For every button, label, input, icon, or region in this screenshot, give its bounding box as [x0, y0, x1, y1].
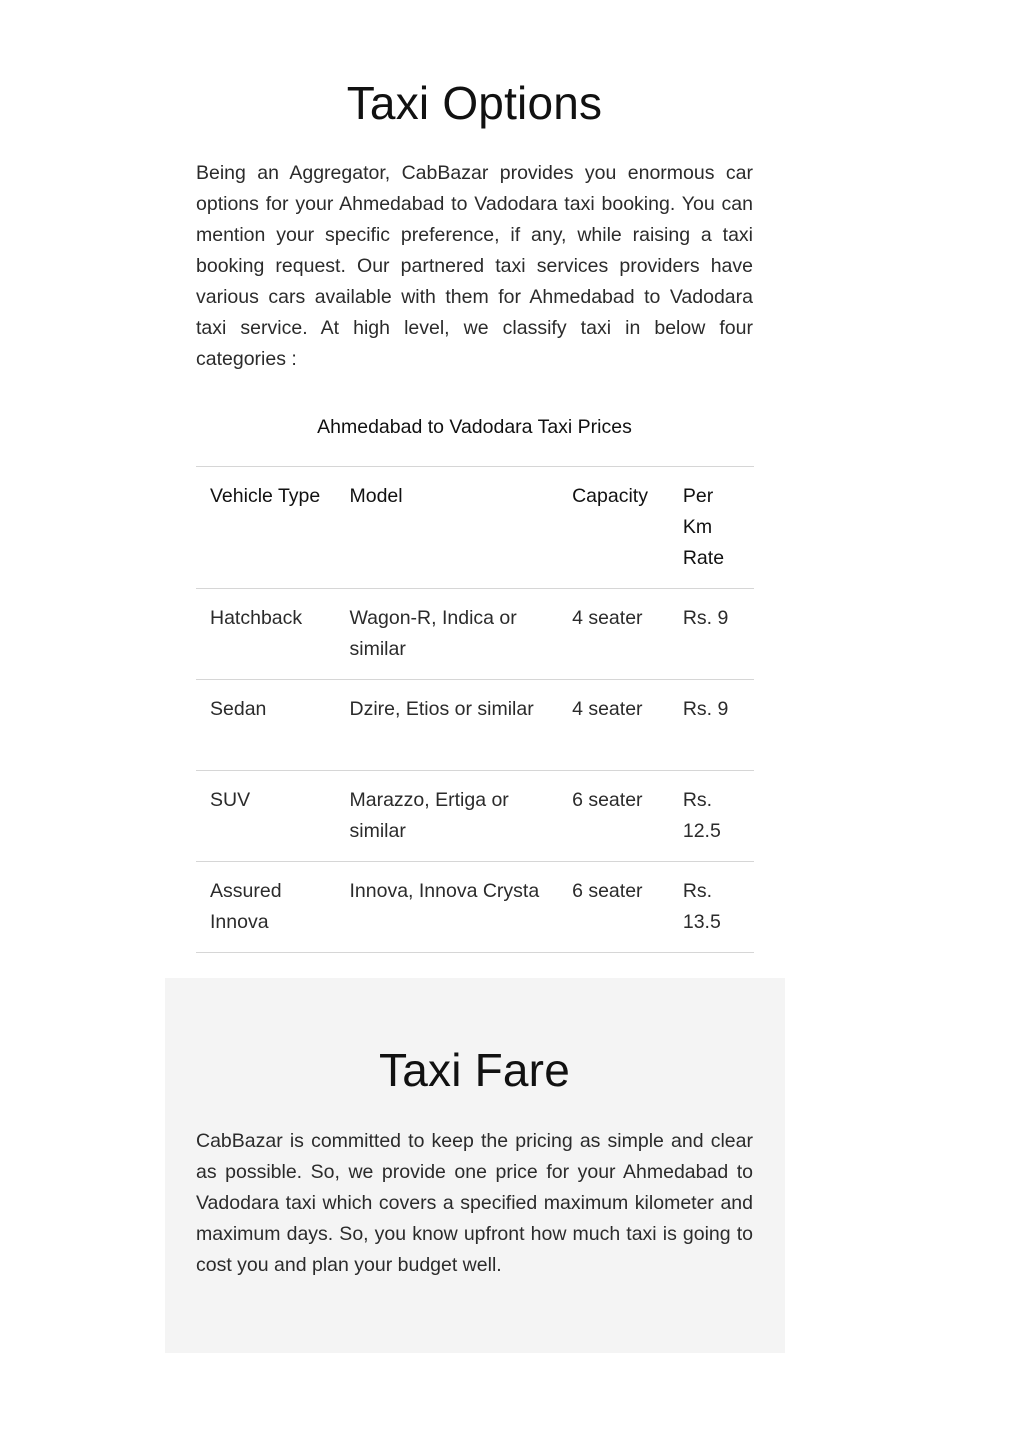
header-capacity: Capacity [558, 467, 669, 589]
cell-vehicle-type: Assured Innova [196, 862, 336, 953]
header-per-km-rate: Per Km Rate [669, 467, 754, 589]
cell-model: Innova, Innova Crysta [336, 862, 559, 953]
cell-capacity: 6 seater [558, 771, 669, 862]
table-row [196, 680, 754, 771]
taxi-fare-section [165, 978, 785, 1353]
cell-capacity: 4 seater [558, 589, 669, 680]
cell-rate: Rs. 12.5 [669, 771, 754, 862]
cell-capacity: 6 seater [558, 862, 669, 953]
cell-rate: Rs. 13.5 [669, 862, 754, 953]
price-table-caption: Ahmedabad to Vadodara Taxi Prices [317, 416, 632, 438]
cell-vehicle-type: Hatchback [196, 589, 336, 680]
header-vehicle-type: Vehicle Type [196, 467, 336, 589]
taxi-fare-paragraph: CabBazar is committed to keep the pricing as simple and clear as possible. So, we provide one price for your Ahmedabad to Vadodara taxi which covers a specified maximum kilometer and maximum days. So, you know upfront how much taxi is going to cost you and plan your budget well. [196, 1130, 753, 1276]
cell-model: Wagon-R, Indica or similar [336, 589, 559, 680]
table-row [196, 862, 754, 953]
cell-model: Marazzo, Ertiga or similar [336, 771, 559, 862]
cell-rate: Rs. 9 [669, 589, 754, 680]
cell-vehicle-type: Sedan [196, 680, 336, 771]
taxi-options-paragraph: Being an Aggregator, CabBazar provides you enormous car options for your Ahmedabad to Vadodara taxi booking. You can mention your specific preference, if any, while raising a taxi booking request. Our partnered taxi services providers have various cars available with them for Ahmedabad to Vadodara taxi service. At high level, we classify taxi in below four categories : [196, 162, 753, 370]
table-row [196, 771, 754, 862]
header-model: Model [336, 467, 559, 589]
cell-capacity: 4 seater [558, 680, 669, 771]
cell-rate: Rs. 9 [669, 680, 754, 771]
table-row [196, 589, 754, 680]
cell-vehicle-type: SUV [196, 771, 336, 862]
table-header-row [196, 467, 754, 589]
cell-model: Dzire, Etios or similar [336, 680, 559, 771]
taxi-fare-title: Taxi Fare [379, 1044, 570, 1096]
taxi-options-title: Taxi Options [346, 77, 603, 129]
price-table [196, 466, 754, 953]
